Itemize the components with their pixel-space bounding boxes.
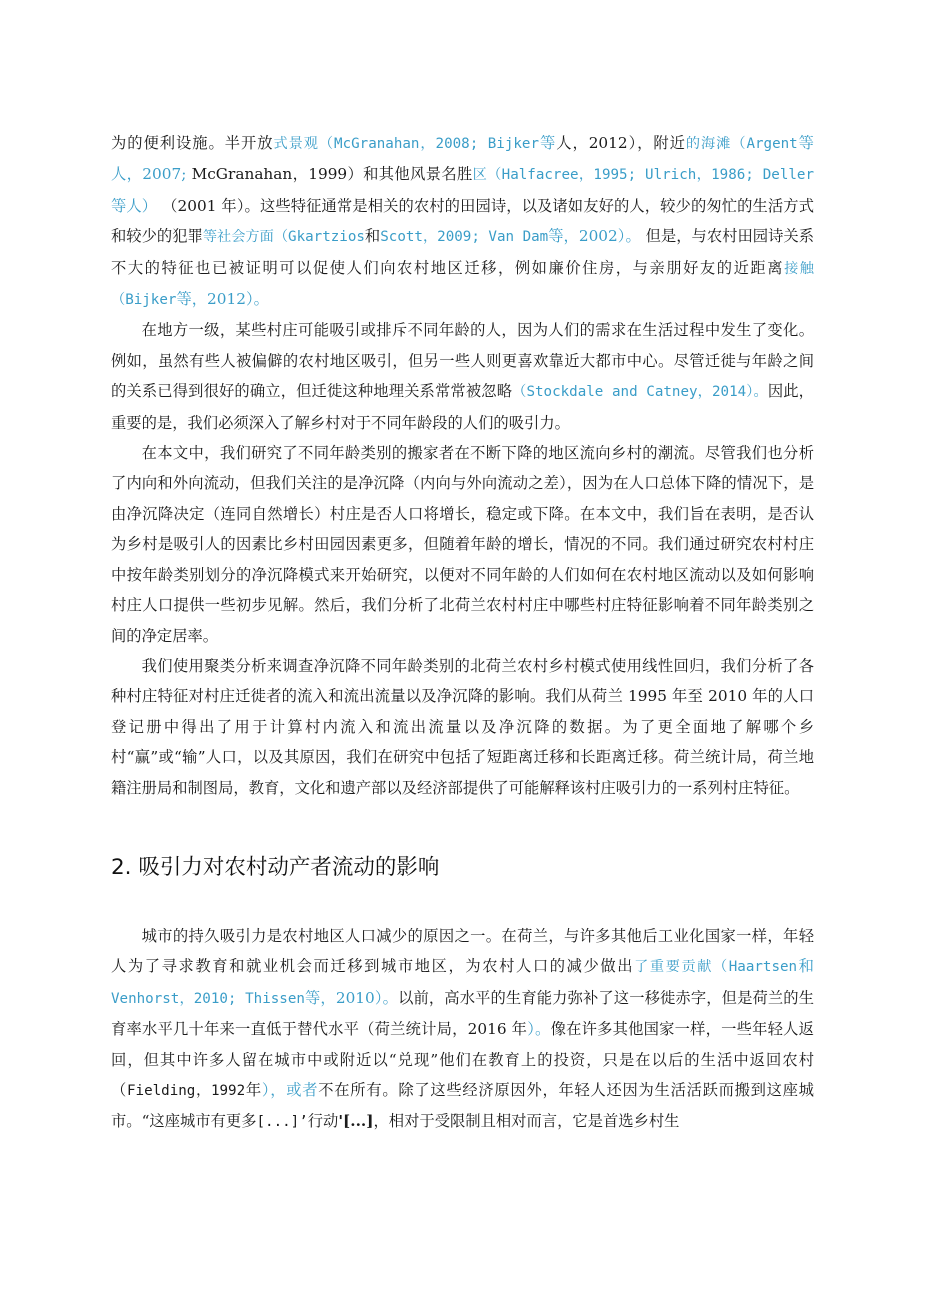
quote-fragment: '[...] [338, 1112, 374, 1131]
document-page [111, 128, 814, 1138]
text: 行动 [307, 1112, 339, 1131]
text: 像在许多其他国家一样，一些年轻人返回，但其中许多人留在城市中或附近以“兑现”他们在教育上的投资，只是在以后的生活中返回农村（ [111, 1020, 814, 1099]
text: 因此，重要的是，我们必须深入了解乡村对于不同年龄段的人们的吸引力。 [111, 382, 814, 432]
citation: 式景观（McGranahan，2008; Bijker [273, 136, 539, 152]
citation: 和 [797, 957, 814, 976]
citation: 等人） [111, 196, 158, 215]
citation: ），或者 [261, 1080, 319, 1099]
paragraph-amenities [111, 128, 814, 315]
text: 年 [245, 1080, 262, 1099]
text: 为的便利设施。半开放 [111, 134, 274, 152]
text: 不在所有。除了这些经济原因外，年轻人还因为生活活跃而搬到这座城市。“这座城市有更多 [111, 1080, 814, 1131]
text: ，相对于受限制且相对而言，它是首选乡村生 [373, 1112, 680, 1131]
text: McGranahan，1999）和其他风景名胜 [186, 165, 473, 184]
citation: 接触（Bijker [111, 260, 814, 309]
citation: 等社会方面（Gkartzios [202, 229, 365, 246]
citation: 等，2002）。 [548, 227, 641, 246]
text: 和 [364, 227, 381, 246]
citation: Fielding，1992 [127, 1082, 246, 1099]
citation: 等人，2007; [111, 134, 814, 184]
citation: 等，2010）。 [304, 988, 399, 1007]
quote-fragment: [...]’ [256, 1114, 308, 1131]
citation: 等，2012）。 [176, 290, 269, 309]
text: 人，2012），附近 [556, 134, 686, 152]
citation: Scott，2009; Van Dam [380, 229, 549, 246]
text: 城市的持久吸引力是农村地区人口减少的原因之一。在荷兰，与许多其他后工业化国家一样，年轻人为了寻求教育和就业机会而迁移到城市地区，为农村人口的减少做出 [111, 926, 814, 976]
citation: ）。 [527, 1020, 551, 1039]
text: 但是，与农村田园诗关系不大的特征也已被证明可以促使人们向农村地区迁移，例如廉价住房，与亲朋好友的近距离 [111, 227, 814, 277]
section-heading: 2. 吸引力对农村动产者流动的影响 [111, 854, 440, 880]
citation: 区（Halfacree，1995; Ulrich，1986; Deller [472, 167, 814, 184]
citation: Venhorst，2010; Thissen [111, 990, 305, 1007]
paragraph-methods: 我们使用聚类分析来调查净沉降不同年龄类别的北荷兰农村乡村模式使用线性回归，我们分析了各种村庄特征对村庄迁徙者的流入和流出流量以及净沉降的影响。我们从荷兰 1995 年至 2010 年的人口登记册中得出了用于计算村内流入和流出流量以及净沉降的数据。为了更全面地了解哪个乡村“赢”或“输”人口，以及其原因，我们在研究中包括了短距离迁移和长距离迁移。荷兰统计局，荷兰地籍注册局和制图局，教育，文化和遗产部以及经济部提供了可能解释该村庄吸引力的一系列村庄特征。 [111, 656, 814, 797]
citation: （Stockdale and Catney，2014）。 [512, 384, 768, 401]
paragraph-urban-attraction [111, 921, 814, 1138]
citation: 了重要贡献（Haartsen [634, 959, 798, 976]
citation: 等 [539, 134, 557, 152]
paragraph-local-level [111, 315, 814, 438]
paragraph-study-aim: 在本文中，我们研究了不同年龄类别的搬家者在不断下降的地区流向乡村的潮流。尽管我们也分析了内向和外向流动，但我们关注的是净沉降（内向与外向流动之差），因为在人口总体下降的情况下，是由净沉降决定（连同自然增长）村庄是否人口将增长，稳定或下降。在本文中，我们旨在表明，是否认为乡村是吸引人的因素比乡村田园因素更多，但随着年龄的增长，情况的不同。我们通过研究农村村庄中按年龄类别划分的净沉降模式来开始研究，以便对不同年龄的人们如何在农村地区流动以及如何影响村庄人口提供一些初步见解。然后，我们分析了北荷兰农村村庄中哪些村庄特征影响着不同年龄类别之间的净定居率。 [111, 444, 814, 645]
text: 以前，高水平的生育能力弥补了这一移徙赤字，但是荷兰的生育率水平几十年来一直低于替代水平（荷兰统计局，2016 年 [111, 988, 815, 1039]
text: 在地方一级，某些村庄可能吸引或排斥不同年龄的人，因为人们的需求在生活过程中发生了变化。例如，虽然有些人被偏僻的农村地区吸引，但另一些人则更喜欢靠近大都市中心。尽管迁徙与年龄之间的关系已得到很好的确立，但迁徙这种地理关系常常被忽略 [111, 321, 814, 401]
text: （2001 年）。这些特征通常是相关的农村的田园诗，以及诸如友好的人，较少的匆忙的生活方式和较少的犯罪 [111, 196, 814, 246]
citation: 的海滩（Argent [685, 136, 798, 152]
